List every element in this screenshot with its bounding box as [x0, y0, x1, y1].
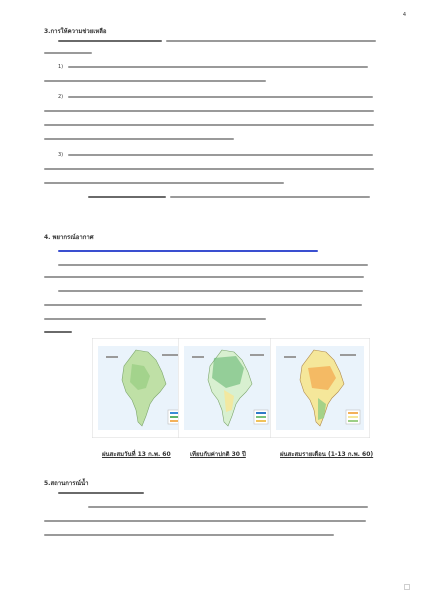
para-line [44, 52, 92, 54]
para-line [88, 506, 368, 508]
item-number-2: 2) [58, 94, 64, 100]
para-line [88, 196, 166, 198]
rainfall-map-accumulated [92, 338, 192, 438]
section-3-heading: 3.การให้ความช่วยเหลือ [44, 28, 107, 35]
para-line [58, 290, 363, 292]
para-line [58, 250, 318, 252]
para-line [44, 331, 72, 333]
para-line [44, 276, 364, 278]
para-line [170, 196, 370, 198]
para-line [68, 154, 373, 156]
para-line [58, 492, 144, 494]
para-line [68, 96, 373, 98]
para-line [44, 182, 284, 184]
para-line [44, 520, 366, 522]
map-caption-monthly: ฝนสะสมรายเดือน (1-13 ก.พ. 60) [280, 451, 374, 458]
para-line [44, 124, 374, 126]
para-line [166, 40, 376, 42]
page-number: 4 [402, 12, 406, 18]
para-line [58, 264, 368, 266]
section-5-heading: 5.สถานการณ์น้ำ [44, 480, 89, 487]
section-4-heading: 4. พยากรณ์อากาศ [44, 234, 94, 241]
para-line [68, 66, 368, 68]
para-line [44, 534, 334, 536]
para-line [58, 40, 162, 42]
rainfall-map-monthly [270, 338, 370, 438]
item-number-1: 1) [58, 64, 64, 70]
item-number-3: 3) [58, 152, 64, 158]
para-line [44, 110, 374, 112]
map-caption-normal-compare: เทียบกับค่าปกติ 30 ปี [190, 451, 246, 458]
para-line [44, 80, 266, 82]
page-corner-mark [404, 584, 410, 590]
rainfall-map-normal-compare [178, 338, 278, 438]
para-line [44, 318, 266, 320]
para-line [44, 168, 374, 170]
map-caption-accumulated: ฝนสะสมวันที่ 13 ก.พ. 60 [102, 451, 171, 458]
para-line [44, 138, 234, 140]
para-line [44, 304, 362, 306]
